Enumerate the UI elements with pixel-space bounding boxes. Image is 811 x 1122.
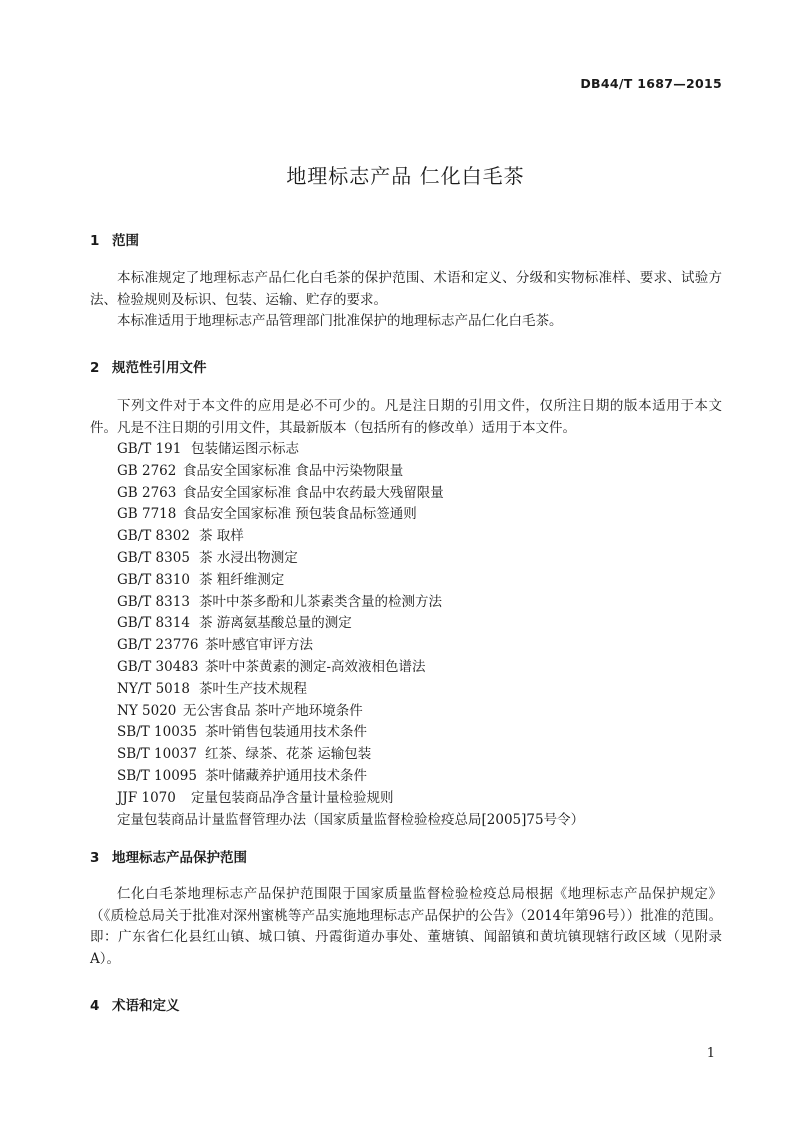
- reference-name: 茶叶生产技术规程: [199, 680, 307, 697]
- section-number: 4: [90, 998, 100, 1014]
- reference-item: [117, 810, 584, 832]
- page-number: 1: [706, 1046, 715, 1061]
- reference-name: 食品安全国家标准 食品中污染物限量: [183, 462, 404, 479]
- reference-name: 茶叶感官审评方法: [205, 637, 313, 654]
- reference-name: 食品安全国家标准 预包装食品标签通则: [183, 506, 417, 523]
- reference-name: 茶叶储藏养护通用技术条件: [205, 767, 367, 784]
- document-title: 地理标志产品 仁化白毛茶: [286, 164, 525, 188]
- reference-name: 茶叶销售包装通用技术条件: [205, 724, 367, 741]
- reference-code: GB/T 8305: [117, 549, 190, 566]
- reference-name: 食品安全国家标准 食品中农药最大残留限量: [183, 484, 444, 501]
- reference-item: [117, 439, 584, 461]
- reference-item: [117, 570, 584, 592]
- reference-code: GB/T 8313: [117, 593, 190, 610]
- reference-item: [117, 548, 584, 570]
- reference-code: NY/T 5018: [117, 680, 190, 697]
- reference-code: GB/T 191: [117, 441, 182, 457]
- section-heading-1: [90, 229, 139, 249]
- reference-item: [117, 526, 584, 548]
- reference-code: GB/T 8310: [117, 571, 190, 588]
- reference-code: SB/T 10035: [117, 724, 197, 741]
- section-title: 范围: [112, 233, 139, 249]
- reference-item: [117, 504, 584, 526]
- reference-item: [117, 613, 584, 635]
- reference-name: 无公害食品 茶叶产地环境条件: [183, 702, 363, 719]
- section-number: 3: [90, 850, 100, 866]
- section-title: 术语和定义: [112, 998, 180, 1014]
- reference-item: [117, 483, 584, 505]
- reference-name: 茶叶中茶多酚和儿茶素类含量的检测方法: [199, 593, 442, 610]
- section-heading-4: [90, 994, 180, 1014]
- document-code: DB44/T 1687—2015: [580, 76, 722, 91]
- reference-item: [117, 766, 584, 788]
- reference-item: [117, 788, 584, 810]
- reference-code: GB 7718: [117, 506, 177, 523]
- reference-code: GB/T 8314: [117, 615, 190, 632]
- paragraph: 本标准适用于地理标志产品管理部门批准保护的地理标志产品仁化白毛茶。: [117, 313, 563, 329]
- reference-item: [117, 592, 584, 614]
- reference-item: [117, 635, 584, 657]
- section-title: 地理标志产品保护范围: [112, 850, 247, 866]
- reference-code: GB/T 8302: [117, 528, 190, 545]
- reference-name: 定量包装商品净含量计量检验规则: [191, 789, 394, 806]
- reference-name: 茶 水浸出物测定: [199, 549, 298, 566]
- reference-code: NY 5020: [117, 702, 177, 719]
- reference-list: [117, 439, 584, 831]
- reference-name: 包装储运图示标志: [191, 441, 299, 457]
- paragraph: 下列文件对于本文件的应用是必不可少的。凡是注日期的引用文件，仅所注日期的版本适用于本文件。凡是不注日期的引用文件，其最新版本（包括所有的修改单）适用于本文件。: [90, 398, 722, 436]
- reference-name: 茶 粗纤维测定: [199, 571, 285, 588]
- reference-name: 红茶、绿茶、花茶 运输包装: [205, 746, 372, 763]
- paragraph: 本标准规定了地理标志产品仁化白毛茶的保护范围、术语和定义、分级和实物标准样、要求、试验方法、检验规则及标识、包装、运输、贮存的要求。: [90, 270, 722, 308]
- section-number: 2: [90, 360, 100, 376]
- paragraph: 仁化白毛茶地理标志产品保护范围限于国家质量监督检验检疫总局根据《地理标志产品保护规定》（《质检总局关于批准对深州蜜桃等产品实施地理标志产品保护的公告》（2014年第96号））批准的范围。即：广东省仁化县红山镇、城口镇、丹霞街道办事处、董塘镇、闻韶镇和黄坑镇现辖行政区域（见附录A）。: [90, 886, 722, 967]
- reference-item: [117, 744, 584, 766]
- reference-code: SB/T 10037: [117, 746, 197, 763]
- reference-item: [117, 722, 584, 744]
- reference-item: [117, 461, 584, 483]
- reference-name: 茶叶中茶黄素的测定-高效液相色谱法: [205, 658, 426, 675]
- reference-item: [117, 701, 584, 723]
- section-heading-3: [90, 846, 247, 866]
- reference-name: 茶 取样: [199, 528, 244, 545]
- section-title: 规范性引用文件: [112, 360, 207, 376]
- reference-code: GB/T 30483: [117, 658, 199, 675]
- reference-code: SB/T 10095: [117, 767, 197, 784]
- reference-code: GB 2763: [117, 484, 177, 501]
- section-number: 1: [90, 233, 100, 249]
- reference-code: GB 2762: [117, 462, 177, 479]
- reference-item: [117, 657, 584, 679]
- reference-name: 茶 游离氨基酸总量的测定: [199, 615, 352, 632]
- reference-code: JJF 1070: [117, 789, 176, 806]
- reference-code: GB/T 23776: [117, 637, 199, 654]
- reference-name: 定量包装商品计量监督管理办法（国家质量监督检验检疫总局[2005]75号令）: [117, 811, 585, 828]
- section-heading-2: [90, 356, 207, 376]
- reference-item: [117, 679, 584, 701]
